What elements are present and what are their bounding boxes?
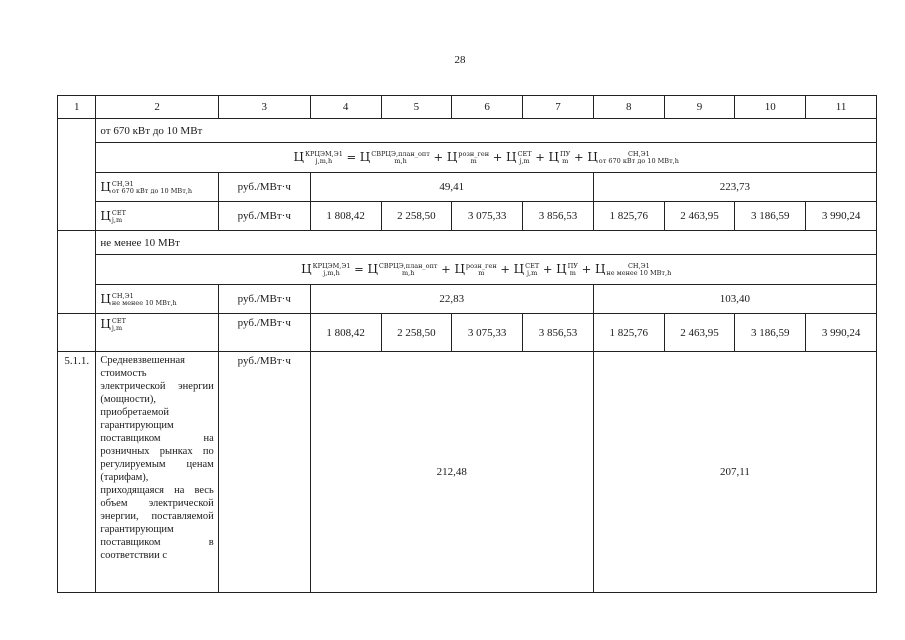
value-cell: 3 075,33 bbox=[452, 314, 523, 352]
sn-symbol: Ц СН,Э1 от 670 кВт до 10 МВт,h bbox=[96, 173, 218, 202]
value-cell: 2 258,50 bbox=[381, 202, 452, 231]
value-cell: 3 186,59 bbox=[735, 202, 806, 231]
unit-cell: руб./МВт·ч bbox=[218, 202, 310, 231]
set-symbol: Ц СЕТ j,m bbox=[96, 202, 218, 231]
row-description: Средневзвешенная стоимость электрической энергии (мощности), приобретаемой гарантирующим поставщиком на розничных рынках по регулируемым ценам (тарифам), приходящаяся на весь объем электрической энергии, поставляемой гарантирующим поставщиком в соответствии с bbox=[96, 352, 218, 593]
header-cell: 4 bbox=[310, 96, 381, 119]
sn-price-row bbox=[58, 173, 877, 202]
value-cell: 223,73 bbox=[593, 173, 876, 202]
value-cell: 212,48 bbox=[310, 352, 593, 593]
value-cell: 1 825,76 bbox=[593, 202, 664, 231]
value-cell: 3 990,24 bbox=[806, 202, 877, 231]
set-price-row bbox=[58, 314, 877, 352]
sn-symbol: Ц СН,Э1 не менее 10 МВт,h bbox=[96, 285, 218, 314]
price-formula: Ц КРЦЭМ,Э1 j,m,h = Ц СВРЦЭ,план_опт m,h + Ц розн_ген m + Ц СЕТ j,m + Ц ПУ m + Ц СН,Э1 не менее 10 МВт,h bbox=[96, 255, 877, 285]
set-symbol: Ц СЕТ j,m bbox=[96, 314, 218, 352]
header-cell: 9 bbox=[664, 96, 735, 119]
price-formula: Ц КРЦЭМ,Э1 j,m,h = Ц СВРЦЭ,план_опт m,h + Ц розн_ген m + Ц СЕТ j,m + Ц ПУ m + Ц СН,Э1 от 670 кВт до 10 МВт,h bbox=[96, 143, 877, 173]
header-cell: 3 bbox=[218, 96, 310, 119]
value-cell: 1 808,42 bbox=[310, 202, 381, 231]
unit-cell: руб./МВт·ч bbox=[218, 285, 310, 314]
header-cell: 7 bbox=[523, 96, 594, 119]
formula-row bbox=[58, 255, 877, 285]
empty-num-cell bbox=[58, 119, 96, 231]
value-cell: 49,41 bbox=[310, 173, 593, 202]
formula-row bbox=[58, 143, 877, 173]
value-cell: 3 856,53 bbox=[523, 314, 594, 352]
value-cell: 22,83 bbox=[310, 285, 593, 314]
value-cell: 2 463,95 bbox=[664, 314, 735, 352]
empty-num-cell bbox=[58, 314, 96, 352]
set-price-row bbox=[58, 202, 877, 231]
header-cell: 2 bbox=[96, 96, 218, 119]
unit-cell: руб./МВт·ч bbox=[218, 314, 310, 352]
header-cell: 6 bbox=[452, 96, 523, 119]
value-cell: 1 825,76 bbox=[593, 314, 664, 352]
value-cell: 1 808,42 bbox=[310, 314, 381, 352]
page-number: 28 bbox=[454, 54, 466, 66]
header-cell: 10 bbox=[735, 96, 806, 119]
value-cell: 3 856,53 bbox=[523, 202, 594, 231]
tariff-table bbox=[57, 95, 877, 593]
value-cell: 103,40 bbox=[593, 285, 876, 314]
value-cell: 2 258,50 bbox=[381, 314, 452, 352]
value-cell: 3 186,59 bbox=[735, 314, 806, 352]
header-row bbox=[58, 96, 877, 119]
value-cell: 207,11 bbox=[593, 352, 876, 593]
row-5-1-1 bbox=[58, 352, 877, 593]
section-title-row bbox=[58, 231, 877, 255]
sn-price-row bbox=[58, 285, 877, 314]
value-cell: 2 463,95 bbox=[664, 202, 735, 231]
header-cell: 11 bbox=[806, 96, 877, 119]
section-title-row bbox=[58, 119, 877, 143]
section-title: не менее 10 МВт bbox=[96, 231, 877, 255]
header-cell: 8 bbox=[593, 96, 664, 119]
unit-cell: руб./МВт·ч bbox=[218, 352, 310, 593]
header-cell: 1 bbox=[58, 96, 96, 119]
row-number: 5.1.1. bbox=[58, 352, 96, 593]
header-cell: 5 bbox=[381, 96, 452, 119]
unit-cell: руб./МВт·ч bbox=[218, 173, 310, 202]
value-cell: 3 075,33 bbox=[452, 202, 523, 231]
section-title: от 670 кВт до 10 МВт bbox=[96, 119, 877, 143]
value-cell: 3 990,24 bbox=[806, 314, 877, 352]
empty-num-cell bbox=[58, 231, 96, 314]
